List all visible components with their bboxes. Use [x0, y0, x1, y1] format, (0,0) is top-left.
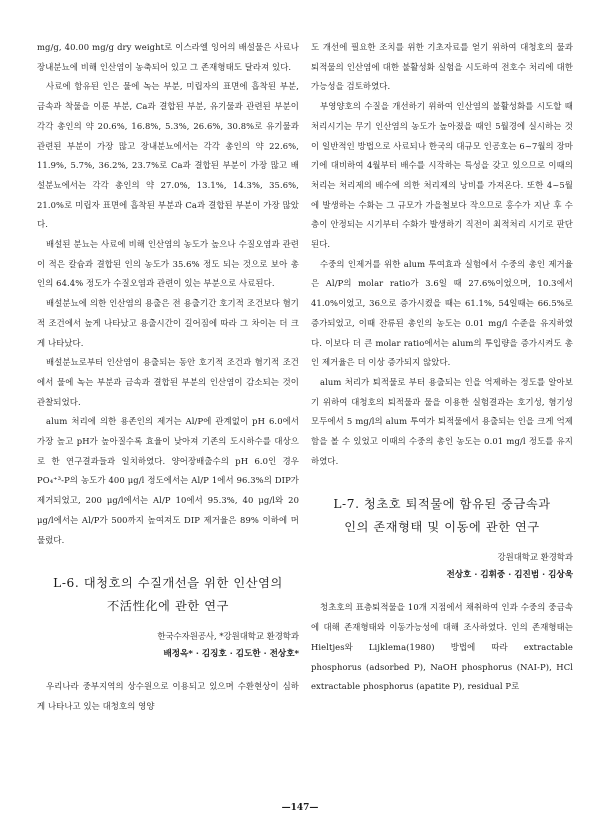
body-paragraph: 배설된 분뇨는 사료에 비해 인산염의 농도가 높으나 수질오염과 관련이 적은 칼슘과 결합된 인의 농도가 35.6% 정도 되는 것으로 보아 총인의 64.4% 정도가 수질오염과 관련이 있는 부분으로 사료된다.: [37, 239, 299, 289]
section-authors: 전상호 · 김휘중 · 김진범 · 김상욱: [446, 570, 573, 581]
section-spacer: [311, 539, 573, 548]
body-paragraph: 사료에 함유된 인은 물에 녹는 부분, 미립자의 표면에 흡착된 부분, 금속과 착물을 이룬 부분, Ca과 결합된 부분, 유기물과 관련된 부분이 각각 총인의 약 20.6%, 16.8%, 5.3%, 26.6%, 30.8%로 유기물과 관련된 부분이 가장 많고 장내분뇨에서는 각각 총인의 약 22.6%, 11.9%, 5.7%, 36.2%, 23.7%로 Ca과 결합된 부분이 가장 많고 배설분뇨에서는 각각 총인의 약 27.0%, 13.1%, 14.3%, 35.6%, 21.0%로 미립자 표면에 흡착된 부분과 Ca과 결합된 부분이 가장 많았다.: [37, 81, 299, 230]
body-paragraph: mg/g, 40.00 mg/g dry weight로 이스라엘 잉어의 배설물은 사료나 장내분뇨에 비해 인산염이 농축되어 있고 그 존재형태도 달라져 있다.: [37, 42, 299, 72]
section-title-line2: 不活性化에 관한 연구: [107, 599, 229, 614]
right-column: [311, 38, 573, 697]
body-paragraph: 도 개선에 필요한 조치를 위한 기초자료를 얻기 위하여 대청호의 물과 퇴적물의 인산염에 대한 불활성화 실험을 시도하여 전호수 처리에 대한 가능성을 검토하였다.: [311, 42, 573, 92]
section-l7: [311, 493, 573, 697]
section-title-line2: 인의 존재형태 및 이동에 관한 연구: [344, 520, 540, 535]
section-spacer: [311, 584, 573, 598]
body-paragraph: 배설분뇨로부터 인산염이 용출되는 동안 호기적 조건과 혐기적 조건에서 물에 녹는 부분과 금속과 결합된 부분의 인산염이 감소되는 것이 관찰되었다.: [37, 357, 299, 407]
section-l6: [37, 572, 299, 716]
body-paragraph: 배설분뇨에 의한 인산염의 용출은 전 용출기간 호기적 조건보다 혐기적 조건에서 높게 나타났고 용출시간이 길어짐에 따라 그 차이는 더 크게 나타났다.: [37, 298, 299, 348]
section-spacer: [37, 663, 299, 677]
section-affiliation: 강원대학교 환경학과: [497, 552, 573, 563]
section-affiliation: 한국수자원공사, *강원대학교 환경학과: [157, 631, 299, 642]
body-paragraph: 우리나라 중부지역의 상수원으로 이용되고 있으며 수환현상이 심하게 나타나고 있는 대청호의 영양: [37, 681, 299, 711]
section-authors: 배정옥* · 김징호 · 김도한 · 전상호*: [163, 649, 299, 660]
section-spacer: [311, 471, 573, 493]
body-paragraph: 청초호의 표층퇴적물을 10개 지점에서 채취하여 인과 수중의 중금속에 대해 존재형태와 이동가능성에 대해 조사하였다. 인의 존재형태는 Hieltjes와 Lijklema(1980) 방법에 따라 extractable phosphorus (adsorbed P), NaOH phosphorus (NAI-P), HCl extractable phosphorus (apatite P), residual P로: [311, 602, 573, 692]
body-paragraph: 수중의 인제거를 위한 alum 투여효과 실험에서 수중의 총인 제거율은 Al/P의 molar ratio가 3.6일 때 27.6%이었으며, 10.3에서 41.0%이었고, 36으로 증가시켰을 때는 61.1%, 54일때는 66.5%로 증가되었고, 이때 잔류된 총인의 농도는 0.01 mg/l 수준을 유지하였다. 이보다 더 큰 molar ratio에서는 alum의 투입량을 증가시켜도 총인 제거율은 더 이상 증가되지 않았다.: [311, 258, 573, 368]
left-column: [37, 38, 299, 717]
page-number: —147—: [281, 803, 319, 813]
section-spacer: [37, 550, 299, 572]
section-title: L-7. 청초호 퇴적물에 함유된 중금속과: [333, 497, 551, 512]
body-paragraph: 부영양호의 수질을 개선하기 위하여 인산염의 불활성화를 시도할 때 처리시기는 무기 인산염의 농도가 높아졌을 때인 5월경에 실시하는 것이 일반적인 방법으로 사료되나 한국의 대규모 인공호는 6~7월의 장마기에 대비하여 4월부터 배수를 시작하는 특성을 갖고 있으므로 이때의 처리는 처리제의 배수에 의한 처리제의 낭비를 가져온다. 또한 4~5월에 발생하는 수화는 그 규모가 가을철보다 작으므로 홍수가 지난 후 수층이 안정되는 시기부터 수화가 발생하기 직전이 최적처리 시기로 판단된다.: [311, 101, 573, 250]
body-paragraph: alum 처리가 퇴적물로 부터 용출되는 인을 억제하는 정도를 알아보기 위하여 대청호의 퇴적물과 물을 이용한 실험결과는 호기성, 혐기성 모두에서 5 mg/l의 alum 투여가 퇴적물에서 용출되는 인을 크게 억제함을 볼 수 있었고 이때의 수중의 총인 농도는 0.01 mg/l 정도를 유지하였다.: [311, 376, 573, 466]
section-spacer: [37, 618, 299, 627]
body-paragraph: alum 처리에 의한 용존인의 제거는 Al/P에 관계없이 pH 6.0에서 가장 높고 pH가 높아질수록 효율이 낮아져 기존의 도시하수를 대상으로 한 연구결과들과 일치하였다. 양어장배출수의 pH 6.0인 경우 PO₄⁺³-P의 농도가 400 μg/l 정도에서는 Al/P 1에서 96.3%의 DIP가 제거되었고, 200 μg/l에서는 Al/P 10에서 95.3%, 40 μg/l와 20 μg/l에서는 Al/P가 500까지 높여져도 DIP 제거율은 89% 이하에 머물렀다.: [37, 416, 299, 545]
section-title: L-6. 대청호의 수질개선을 위한 인산염의: [53, 576, 283, 591]
